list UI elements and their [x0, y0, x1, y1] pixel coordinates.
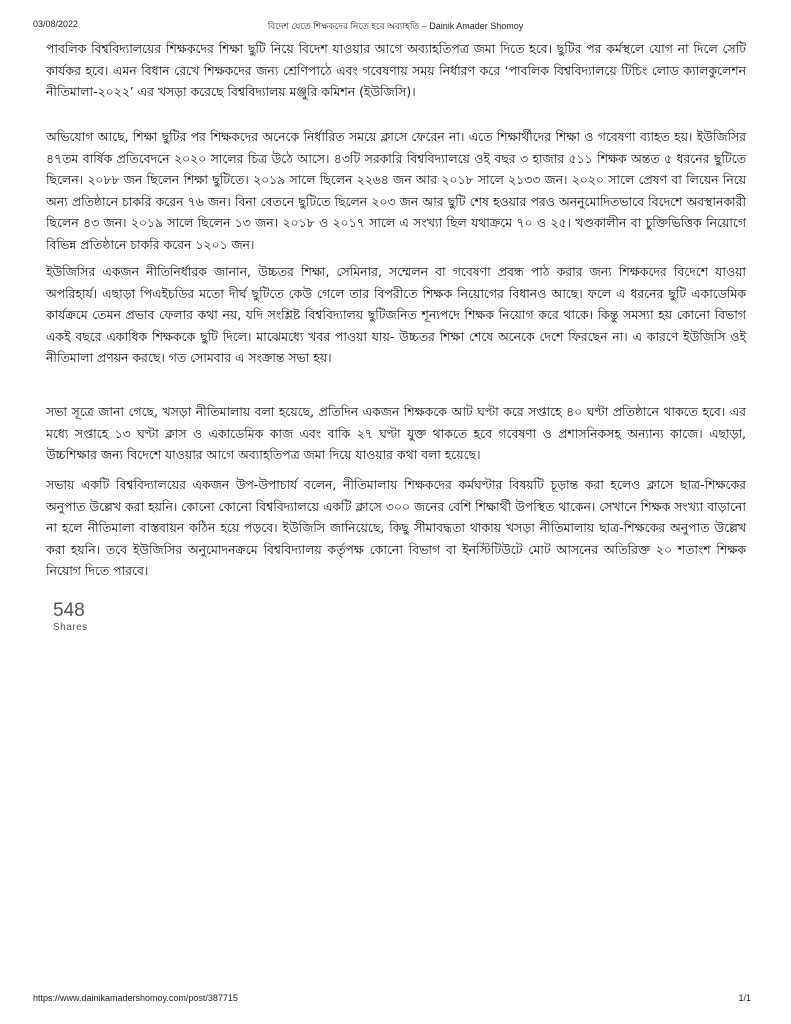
article-paragraph: সভা সূত্রে জানা গেছে, খসড়া নীতিমালায় বলা হয়েছে, প্রতিদিন একজন শিক্ষককে আট ঘণ্টা করে সপ্তাহে ৪০ ঘণ্টা প্রতিষ্ঠানে থাকতে হবে। এর মধ্যে সপ্তাহে ১৩ ঘণ্টা ক্লাস ও একাডেমিক কাজ এবং বাকি ২৭ ঘণ্টা যুক্ত থাকতে হবে গবেষণা ও প্রশাসনিকসহ অন্যান্য কাজে। এছাড়া, উচ্চশিক্ষার জন্য বিদেশে যাওয়ার আগে অব্যাহতিপত্র জমা দিয়ে যাওয়ার কথা বলা হয়েছে। [46, 404, 746, 463]
page-title: বিদেশ যেতে শিক্ষকদের নিতে হবে অব্যাহতি – Dainik Amader Shomoy [267, 21, 524, 31]
article-paragraph: ইউজিসির একজন নীতিনির্ধারক জানান, উচ্চতর শিক্ষা, সেমিনার, সম্মেলন বা গবেষণা প্রবন্ধ পাঠ করার জন্য শিক্ষকদের বিদেশে যাওয়া অপরিহার্য। এছাড়া পিএইচডির মতো দীর্ঘ ছুটিতে কেউ গেলে তার বিপরীতে শিক্ষক নিয়োগের বিধানও আছে। ফলে এ ধরনের ছুটি একাডেমিক কার্যক্রমে তেমন প্রভাব ফেলার কথা নয়, যদি সংশ্লিষ্ট বিশ্ববিদ্যালয় ছুটিজনিত শূন্যপদে শিক্ষক নিয়োগ করে থাকে। কিন্তু সমস্যা হয় কোনো বিভাগ একই বছরে একাধিক শিক্ষককে ছুটি দিলে। মাঝেমধ্যে খবর পাওয়া যায়- উচ্চতর শিক্ষা শেষে অনেকে দেশে ফিরছেন না। এ কারণে ইউজিসি ওই নীতিমালা প্রণয়ন করছে। গত সোমবার এ সংক্রান্ত সভা হয়। [46, 264, 746, 366]
article-paragraph: পাবলিক বিশ্ববিদ্যালয়ের শিক্ষকদের শিক্ষা ছুটি নিয়ে বিদেশ যাওয়ার আগে অব্যাহতিপত্র জমা দিতে হবে। ছুটির পর কর্মস্থলে যোগ না দিলে সেটি কার্যকর হবে। এমন বিধান রেখে শিক্ষকদের জন্য শ্রেণিপাঠে এবং গবেষণায় সময় নির্ধারণ করে ‘পাবলিক বিশ্ববিদ্যালয়ে টিচিং লোড ক্যালকুলেশন নীতিমালা-২০২২’ এর খসড়া করেছে বিশ্ববিদ্যালয় মঞ্জুরি কমিশন (ইউজিসি)। [46, 41, 746, 100]
page-url: https://www.dainikamadershomoy.com/post/387715 [33, 993, 238, 1003]
print-date: 03/08/2022 [33, 19, 79, 29]
article-paragraph: অভিযোগ আছে, শিক্ষা ছুটির পর শিক্ষকদের অনেকে নির্ধারিত সময়ে ক্লাসে ফেরেন না। এতে শিক্ষার্থীদের শিক্ষা ও গবেষণা ব্যাহত হয়। ইউজিসির ৪৭তম বার্ষিক প্রতিবেদনে ২০২০ সালের চিত্র উঠে আসে। ৪৩টি সরকারি বিশ্ববিদ্যালয়ে ওই বছর ৩ হাজার ৫১১ শিক্ষক অন্তত ৫ ধরনের ছুটিতে ছিলেন। ২০৮৮ জন ছিলেন শিক্ষা ছুটিতে। ২০১৯ সালে ছিলেন ২২৬৪ জন আর ২০১৮ সালে ২১৩৩ জন। ২০২০ সালে প্রেষণ বা লিয়েন নিয়ে অন্য প্রতিষ্ঠানে চাকরি করেন ৭৬ জন। বিনা বেতনে ছুটিতে ছিলেন ২০৩ জন আর ছুটি শেষ হওয়ার পরও অননুমোদিতভাবে বিদেশে অবস্থানকারী ছিলেন ৪৩ জন। ২০১৯ সালে ছিলেন ১৩ জন। ২০১৮ ও ২০১৭ সালে এ সংখ্যা ছিল যথাক্রমে ৭০ ও ২৫। খণ্ডকালীন বা চুক্তিভিত্তিক নিয়োগে বিভিন্ন প্রতিষ্ঠানে চাকরি করেন ১২০১ জন। [46, 129, 746, 252]
article-paragraph: সভায় একটি বিশ্ববিদ্যালয়ের একজন উপ-উপাচার্য বলেন, নীতিমালায় শিক্ষকদের কর্মঘণ্টার বিষয়টি চূড়ান্ত করা হলেও ক্লাসে ছাত্র-শিক্ষকের অনুপাত উল্লেখ করা হয়নি। কোনো কোনো বিশ্ববিদ্যালয়ে একটি ক্লাসে ৩০০ জনের বেশি শিক্ষার্থী উপস্থিত থাকেন। সেখানে শিক্ষক সংখ্যা বাড়ানো না হলে নীতিমালা বাস্তবায়ন কঠিন হয়ে পড়বে। ইউজিসি জানিয়েছে, কিছু সীমাবদ্ধতা থাকায় খসড়া নীতিমালায় ছাত্র-শিক্ষকের অনুপাত উল্লেখ করা হয়নি। তবে ইউজিসির অনুমোদনক্রমে বিশ্ববিদ্যালয় কর্তৃপক্ষ কোনো বিভাগ বা ইনস্টিটিউটে মোট আসনের অতিরিক্ত ২০ শতাংশ শিক্ষক নিয়োগ দিতে পারবে। [46, 477, 746, 579]
share-counter [53, 600, 88, 633]
page-number: 1/1 [738, 993, 751, 1003]
share-label: Shares [53, 622, 88, 633]
share-count: 548 [53, 600, 85, 621]
